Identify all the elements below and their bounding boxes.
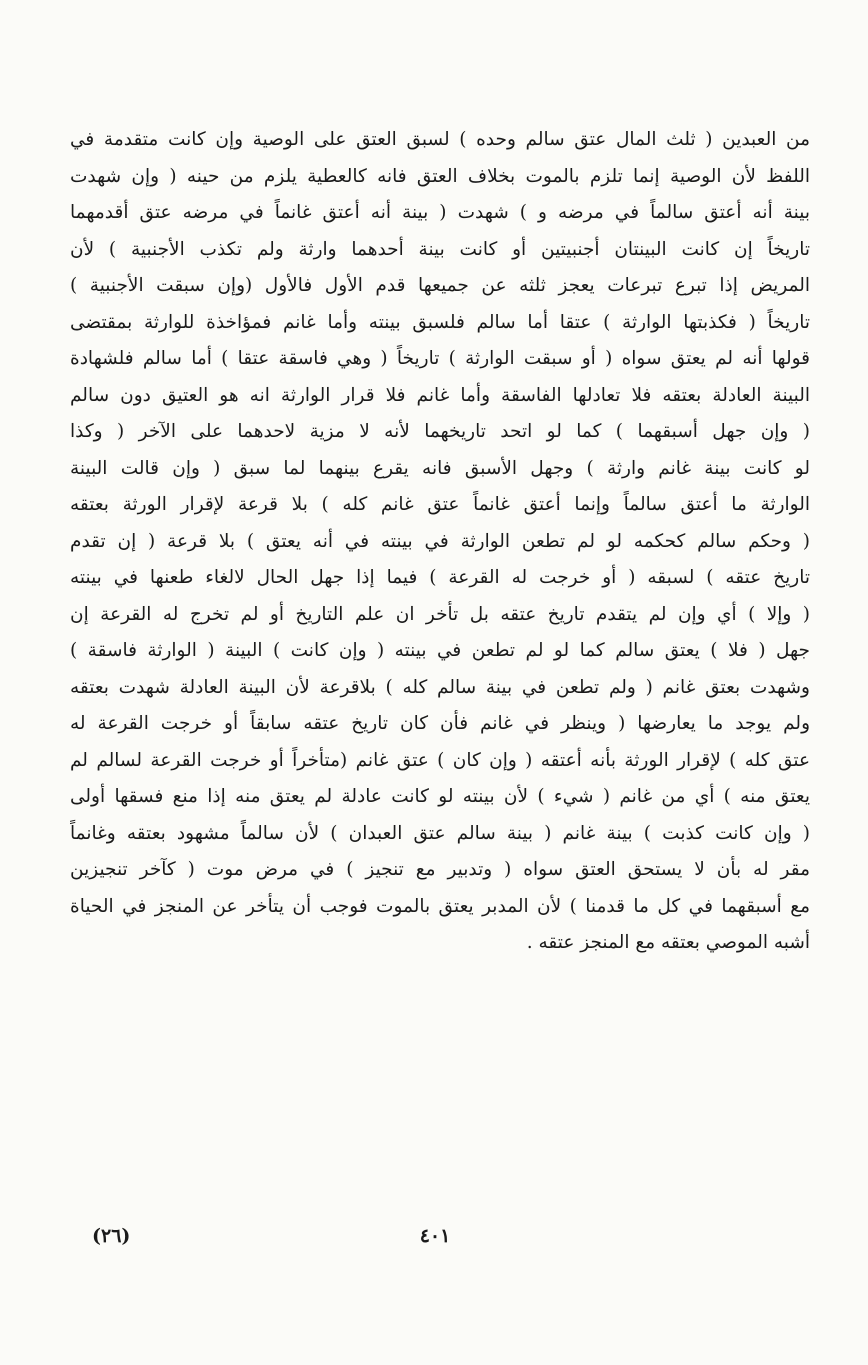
text-line: من العبدين ( ثلث المال عتق سالم وحده ) لسبق العتق على الوصية وإن كانت متقدمة في (70, 129, 810, 150)
text-line: عتق كله ) لإقرار الورثة بأنه أعتقه ( وإن كان ) عتق غانم (متأخراً أو خرجت القرعة لسالم لم (70, 749, 810, 771)
text-line: ( وإلا ) أي وإن لم يتقدم تاريخ عتقه بل تأخر ان علم التاريخ أو لم تخرج له القرعة إن (70, 603, 810, 625)
text-line: البينة العادلة بعتقه فلا تعادلها الفاسقة وأما غانم فلا قرار الوارثة انه هو العتيق دون سالم (70, 384, 810, 406)
text-line: أشبه الموصي بعتقه مع المنجز عتقه . (526, 932, 810, 953)
text-line: وشهدت بعتق غانم ( ولم تطعن في بينة سالم كله ) بلاقرعة لأن البينة العادلة شهدت بعتقه (70, 676, 810, 698)
text-line: لو كانت بينة غانم وارثة ) وجهل الأسبق فانه يقرع بينهما لما سبق ( وإن قالت البينة (70, 457, 810, 479)
text-line: ( وإن كانت كذبت ) بينة غانم ( بينة سالم عتق العبدان ) لأن سالماً مشهود بعتقه وغانماً (70, 822, 810, 844)
text-line: مقر له بأن لا يستحق العتق سواه ( وتدبير مع تنجيز ) في مرض موت ( كآخر تنجيزين (70, 859, 810, 880)
page-number: ٤٠١ (419, 1225, 451, 1247)
text-line: ( وإن جهل أسبقهما ) كما لو اتحد تاريخهما لأنه لا مزية لاحدهما على الآخر ( وكذا (70, 421, 810, 442)
text-line: تاريخاً ( فكذبتها الوارثة ) عتقا أما سالم فلسبق بينته وأما غانم فمؤاخذة للوارثة بمقتضى (70, 311, 810, 333)
text-line: جهل ( فلا ) يعتق سالم كما لو لم تطعن في بينته ( وإن كانت ) البينة ( الوارثة فاسقة ) (70, 640, 810, 661)
text-line: ولم يوجد ما يعارضها ( وينظر في غانم فأن كان تاريخ عتقه سابقاً أو خرجت القرعة له (70, 713, 810, 734)
text-line: مع أسبقهما في كل ما قدمنا ) لأن المدبر يعتق بالموت فوجب أن يتأخر عن المنجز في الحياة (70, 895, 810, 917)
text-line: الوارثة ما أعتق سالماً وإنما أعتق غانماً عتق غانم كله ) بلا قرعة لإقرار الورثة بعتقه (70, 494, 810, 515)
section-number: (٢٦) (92, 1225, 131, 1247)
text-line: قولها أنه لم يعتق سواه ( أو سبقت الوارثة ) تاريخاً ( وهي فاسقة عتقا ) أما سالم فلشهادة (70, 348, 810, 369)
page-footer (0, 1225, 868, 1255)
text-line: ( وحكم سالم كحكمه لو لم تطعن الوارثة في بينته في أنه يعتق ) بلا قرعة ( إن تقدم (70, 530, 810, 552)
body-text (70, 122, 810, 962)
text-line: تاريخ عتقه ) لسبقه ( أو خرجت له القرعة ) فيما إذا جهل الحال لالغاء طعنها في بينته (70, 567, 810, 588)
text-line: اللفظ لأن الوصية إنما تلزم بالموت بخلاف العتق فانه كالعطية يلزم من حينه ( وإن شهدت (70, 165, 810, 187)
text-line: بينة أنه أعتق سالماً في مرضه و ) شهدت ( بينة أنه أعتق غانماً في مرضه عتق أقدمهما (70, 202, 810, 223)
text-line: المريض إذا تبرع تبرعات يعجز ثلثه عن جميعها قدم الأول فالأول (وإن سبقت الأجنبية ) (70, 275, 810, 296)
text-line: تاريخاً إن كانت البينتان أجنبيتين أو كانت بينة أحدهما وارثة ولم تكذب الأجنبية ) لأن (70, 238, 810, 260)
text-line: يعتق منه ) أي من غانم ( شيء ) لأن بينته لو كانت عادلة لم يعتق منه إذا منع فسقها أولى (70, 786, 810, 807)
